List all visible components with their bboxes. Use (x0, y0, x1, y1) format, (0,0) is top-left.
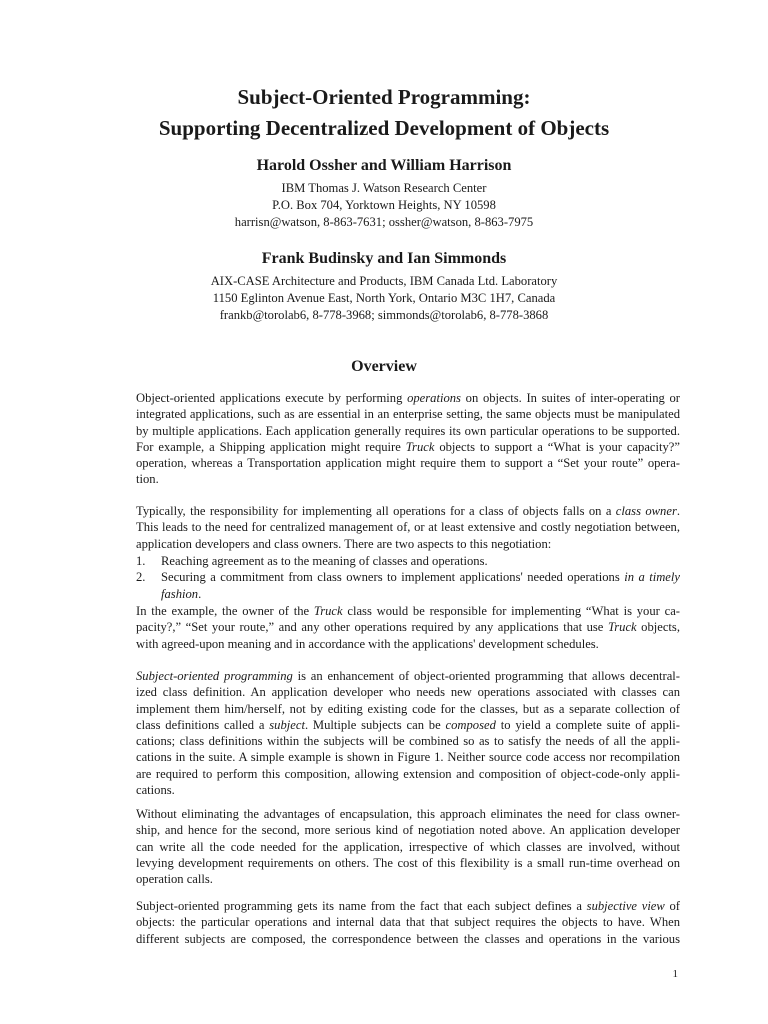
paper-title (0, 82, 768, 144)
text-line: ized class definition. An application developer who needs new operations associated with classes can (136, 685, 680, 700)
text-line: objects: the particular operations and internal data that that subject requires the objects to have. When (136, 915, 680, 930)
text-line: tion. (136, 472, 159, 487)
affiliation-line: 1150 Eglinton Avenue East, North York, Ontario M3C 1H7, Canada (212, 291, 556, 305)
text-line: levying development requirements on others. The cost of this flexibility is a small run-time overhead on (136, 855, 680, 870)
text-line: can write all the code needed for the application, irrespective of which classes are involved, without (136, 839, 680, 854)
list-number: 1. (136, 554, 146, 568)
affiliation-line: frankb@torolab6, 8-778-3968; simmonds@torolab6, 8-778-3868 (219, 308, 549, 322)
text-line: implement them him/herself, not by editing existing code for the classes, but as a separate collection of (136, 701, 680, 716)
negotiation-list (136, 553, 680, 602)
list-number: 2. (136, 570, 146, 585)
text-line: Object-oriented applications execute by performing operations on objects. In suites of inter-operating or (136, 391, 680, 405)
author-names-1: Harold Ossher and William Harrison (256, 157, 512, 174)
paragraph-4 (136, 668, 680, 798)
paragraph-1 (136, 390, 680, 488)
text-line: Subject-oriented programming is an enhancement of object-oriented programming that allows decentral- (136, 669, 680, 683)
affiliation-line: P.O. Box 704, Yorktown Heights, NY 10598 (272, 198, 496, 212)
affiliation-2 (0, 273, 768, 324)
text-line: with agreed-upon meaning and in accordance with the applications' development schedules. (136, 636, 599, 651)
text-line: ship, and hence for the second, more serious kind of negotiation noted above. An application developer (136, 823, 680, 838)
list-text: Securing a commitment from class owners to implement applications' needed operations in a timely (161, 570, 680, 585)
list-text-continued: fashion. (161, 586, 202, 601)
text-line: Typically, the responsibility for implementing all operations for a class of objects falls on a class owner. (136, 504, 681, 518)
title-line-1: Subject-Oriented Programming: (237, 85, 531, 109)
paragraph-5 (136, 806, 680, 887)
text-line: different subjects are composed, the correspondence between the classes and operations in the various (136, 931, 680, 946)
affiliation-1 (0, 180, 768, 231)
affiliation-line: AIX-CASE Architecture and Products, IBM Canada Ltd. Laboratory (210, 274, 558, 288)
list-item (136, 553, 680, 569)
text-line: In the example, the owner of the Truck class would be responsible for implementing “What is your ca- (136, 604, 680, 618)
page-number: 1 (672, 968, 678, 980)
paragraph-3 (136, 603, 680, 652)
title-line-2: Supporting Decentralized Development of Objects (158, 116, 610, 140)
text-line: operation, whereas a Transportation application might require them to support a “Set your route” opera- (136, 456, 680, 471)
author-names-2: Frank Budinsky and Ian Simmonds (261, 250, 507, 267)
text-line: application developers and class owners. There are two aspects to this negotiation: (136, 536, 552, 551)
text-line: cations; class definitions within the subjects will be combined so as to satisfy the needs of all the appli- (136, 734, 680, 749)
text-line: This leads to the need for centralized management of, or at least extensive and costly negotiation between, (136, 520, 680, 535)
text-line: by multiple applications. Each application generally requires its own particular operations to be supported. (136, 423, 680, 438)
text-line: Subject-oriented programming gets its name from the fact that each subject defines a subjective view of (136, 899, 681, 913)
text-line: cations in the suite. A simple example is shown in Figure 1. Neither source code access nor recompilation (136, 750, 680, 765)
list-item (136, 569, 680, 602)
paragraph-2 (136, 503, 680, 552)
list-text: Reaching agreement as to the meaning of classes and operations. (161, 554, 488, 568)
text-line: cations. (136, 783, 175, 798)
affiliation-line: IBM Thomas J. Watson Research Center (281, 181, 487, 195)
text-line: class definitions called a subject. Multiple subjects can be composed to yield a complete suite of appli- (136, 717, 680, 732)
text-line: are required to perform this composition, allowing extension and composition of object-code-only appli- (136, 766, 680, 781)
section-heading: Overview (351, 358, 417, 375)
text-line: pacity?,” “Set your route,” and any other operations required by any applications that use Truck objects, (136, 620, 680, 635)
text-line: integrated applications, such as are essential in an enterprise setting, the same objects must be manipulated (136, 407, 680, 422)
text-line: Without eliminating the advantages of encapsulation, this approach eliminates the need for class owner- (136, 807, 680, 821)
text-line: For example, a Shipping application might require Truck objects to support a “What is your capacity?” (136, 439, 680, 454)
text-line: operation calls. (136, 872, 213, 887)
paragraph-6 (136, 898, 680, 947)
affiliation-line: harrisn@watson, 8-863-7631; ossher@watson, 8-863-7975 (234, 215, 534, 229)
